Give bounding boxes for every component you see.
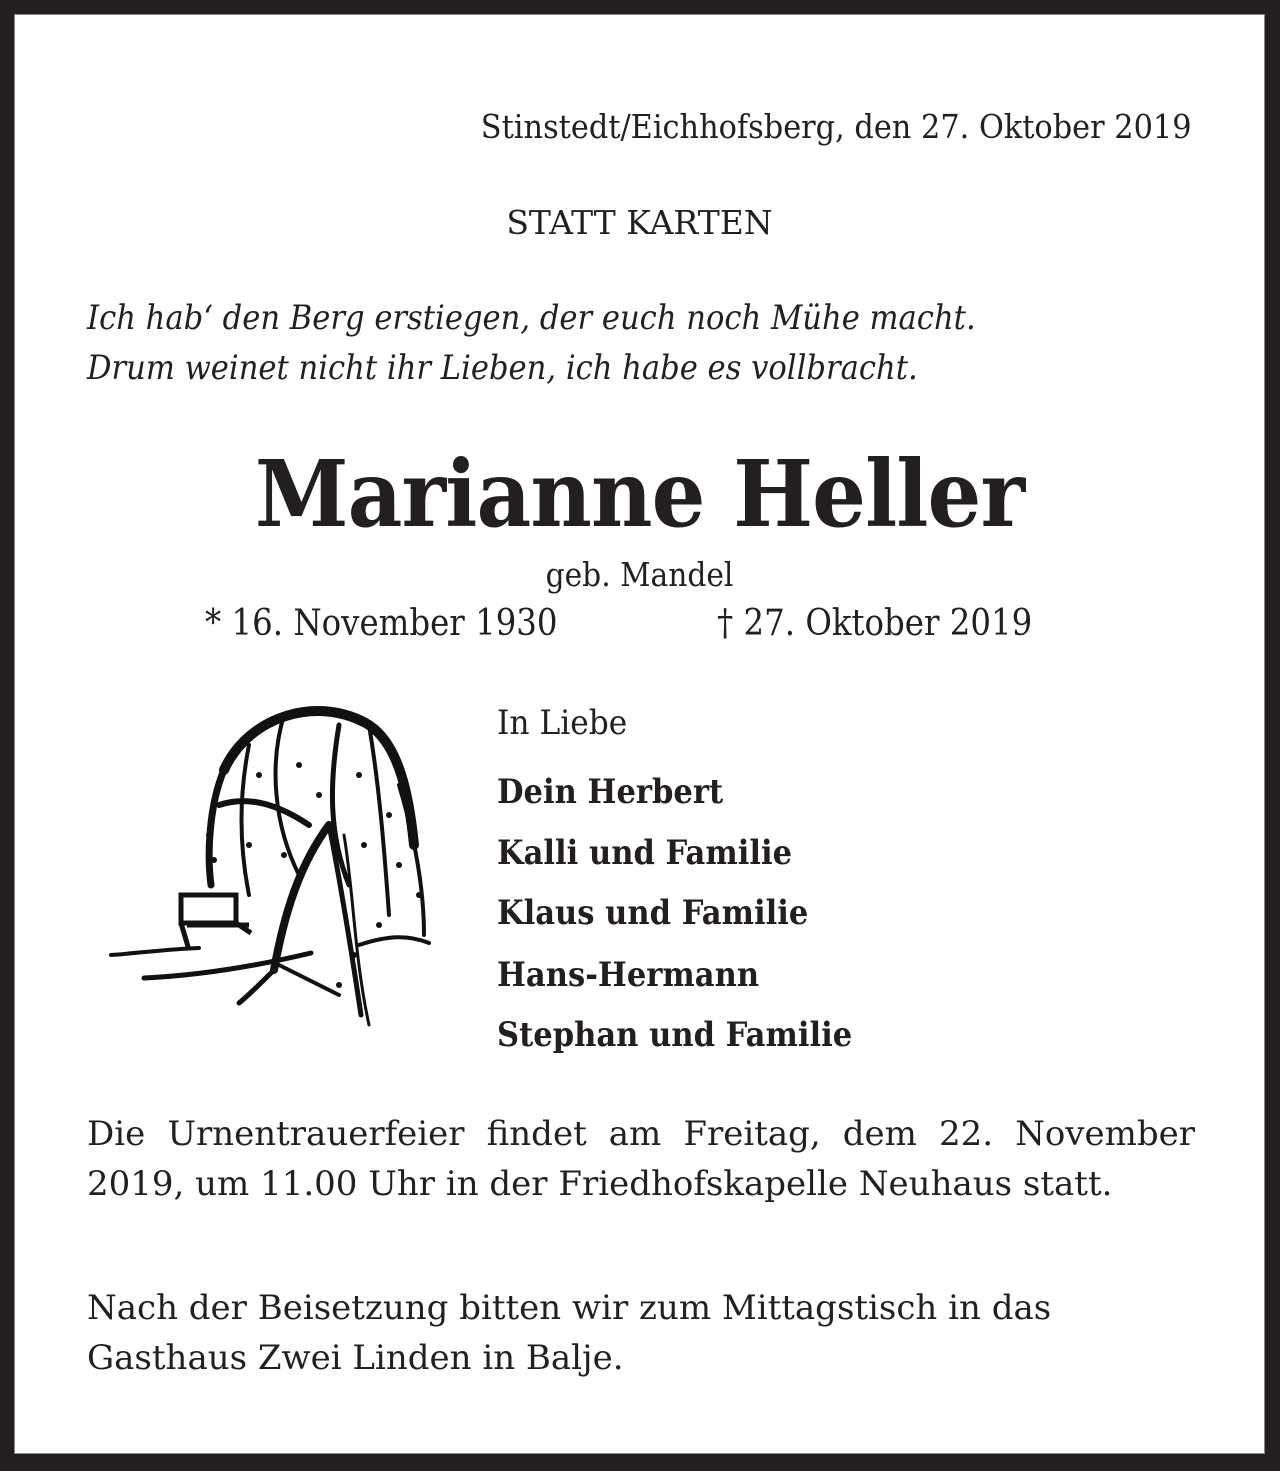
place-date: Stinstedt/Eichhofsberg, den 27. Oktober 2019: [481, 107, 1192, 146]
maiden-name: geb. Mandel: [545, 555, 734, 594]
verse-line-2: Drum weinet nicht ihr Lieben, ich habe es vollbracht.: [87, 348, 918, 388]
service-details: Die Urnentrauerfeier findet am Freitag, dem 22. November 2019, um 11.00 Uhr in der Friedhofskapelle Neuhaus statt.: [87, 1114, 1195, 1204]
mourner-name: Dein Herbert: [497, 772, 724, 812]
death-date: † 27. Oktober 2019: [717, 603, 1033, 644]
notice-type: STATT KARTEN: [506, 203, 773, 242]
mourners-intro: In Liebe: [497, 703, 628, 743]
mourner-name: Klaus und Familie: [497, 893, 809, 933]
birth-date: * 16. November 1930: [205, 603, 558, 644]
obituary-notice: [14, 14, 1265, 1454]
mourner-name: Stephan und Familie: [497, 1015, 853, 1055]
mourner-name: Hans-Hermann: [497, 955, 760, 995]
deceased-name: Marianne Heller: [254, 440, 1025, 548]
reception-details: Nach der Beisetzung bitten wir zum Mittagstisch in das Gasthaus Zwei Linden in Balje.: [87, 1288, 1052, 1378]
verse-line-1: Ich hab‘ den Berg erstiegen, der euch noch Mühe macht.: [87, 298, 976, 338]
weeping-willow-icon: [99, 685, 439, 1035]
mourner-name: Kalli und Familie: [497, 833, 793, 873]
